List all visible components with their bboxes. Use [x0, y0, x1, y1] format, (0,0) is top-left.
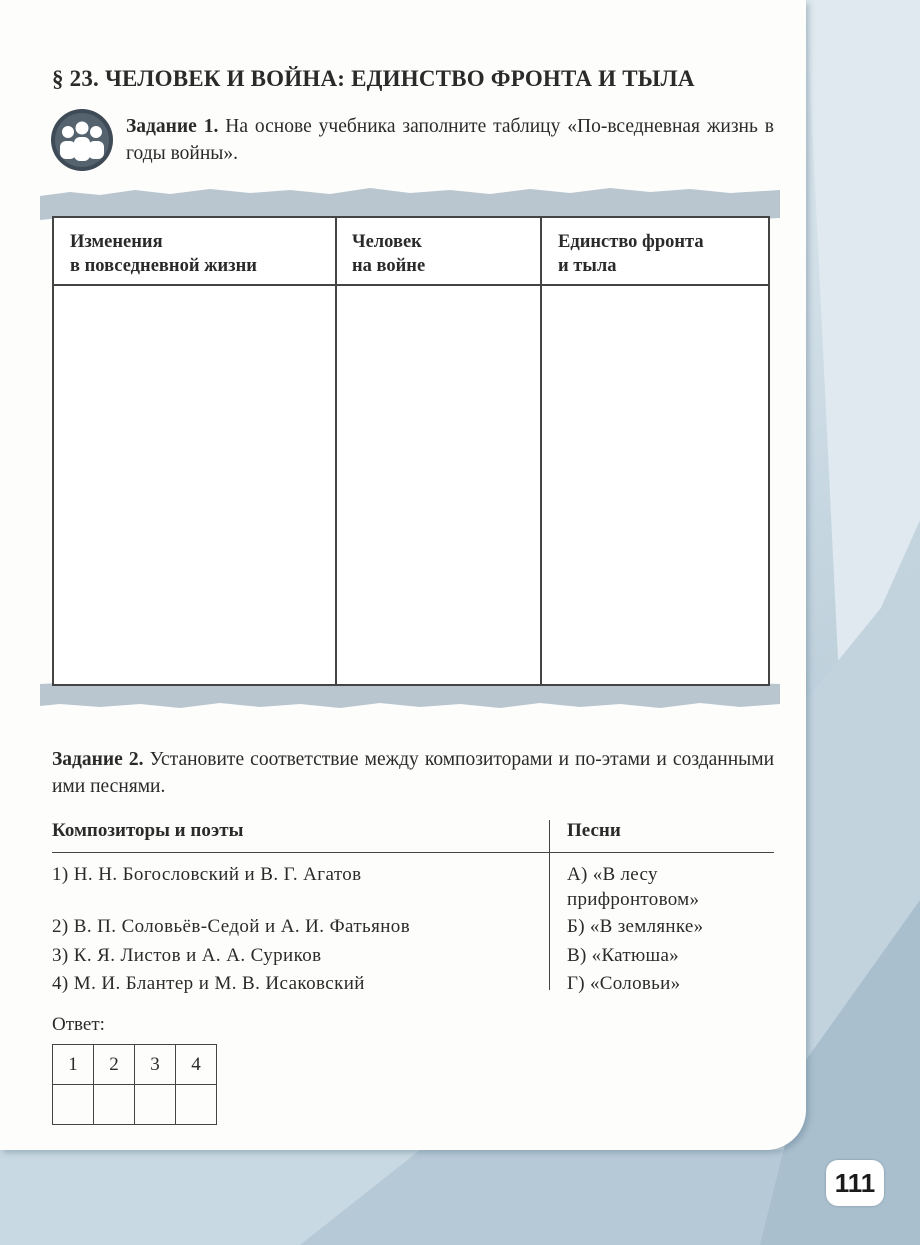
- song-item: [567, 862, 699, 912]
- answer-input-cell[interactable]: [53, 1085, 94, 1125]
- answer-number: 2: [94, 1045, 135, 1085]
- answer-input-cell[interactable]: [176, 1085, 217, 1125]
- column-header-changes: [70, 230, 257, 278]
- composer-item: 3) К. Я. Листов и А. А. Суриков: [52, 945, 322, 966]
- answer-number: 3: [135, 1045, 176, 1085]
- group-work-icon: [50, 108, 114, 172]
- answer-cell-changes[interactable]: [54, 284, 335, 684]
- column-separator: [549, 820, 550, 990]
- song-item: Г) «Соловьи»: [567, 973, 681, 994]
- composer-item: 2) В. П. Соловьёв-Седой и А. И. Фатьянов: [52, 916, 411, 937]
- song-item: В) «Катюша»: [567, 945, 679, 966]
- answer-label: Ответ:: [52, 1014, 105, 1035]
- header-line: и тыла: [558, 256, 617, 276]
- song-line: А) «В лесу: [567, 864, 658, 885]
- header-line: на войне: [352, 256, 426, 276]
- column-header-unity: [558, 230, 704, 278]
- composer-item: 4) М. И. Блантер и М. В. Исаковский: [52, 973, 365, 994]
- answer-cell-person[interactable]: [337, 284, 540, 684]
- composers-header: Композиторы и поэты: [52, 820, 244, 841]
- task1-text: На основе учебника заполните таблицу «По-вседневная жизнь в годы войны».: [126, 116, 774, 164]
- header-line: Человек: [352, 232, 422, 252]
- song-line: прифронтовом»: [567, 889, 700, 910]
- task2-label: Задание 2.: [52, 749, 144, 770]
- page-number: 111: [826, 1160, 884, 1206]
- header-line: Единство фронта: [558, 232, 704, 252]
- answer-number-row: [53, 1045, 217, 1085]
- songs-header: Песни: [567, 820, 621, 841]
- answer-number: 1: [53, 1045, 94, 1085]
- answer-number: 4: [176, 1045, 217, 1085]
- answer-grid: [52, 1044, 217, 1125]
- song-item: Б) «В землянке»: [567, 916, 704, 937]
- section-heading: § 23. ЧЕЛОВЕК И ВОЙНА: ЕДИНСТВО ФРОНТА И ТЫЛА: [52, 66, 695, 91]
- header-line: Изменения: [70, 232, 163, 252]
- answer-input-cell[interactable]: [135, 1085, 176, 1125]
- answer-input-row: [53, 1085, 217, 1125]
- composer-item: 1) Н. Н. Богословский и В. Г. Агатов: [52, 864, 362, 885]
- answer-cell-unity[interactable]: [542, 284, 768, 684]
- everyday-life-table: [52, 216, 770, 686]
- task1-label: Задание 1.: [126, 116, 219, 137]
- header-rule: [52, 852, 774, 853]
- task2-instruction: [52, 746, 774, 800]
- task2-text: Установите соответствие между композиторами и по-этами и созданными ими песнями.: [52, 749, 775, 797]
- column-header-person: [352, 230, 425, 278]
- answer-input-cell[interactable]: [94, 1085, 135, 1125]
- header-line: в повседневной жизни: [70, 256, 257, 276]
- task1-instruction: [126, 113, 774, 167]
